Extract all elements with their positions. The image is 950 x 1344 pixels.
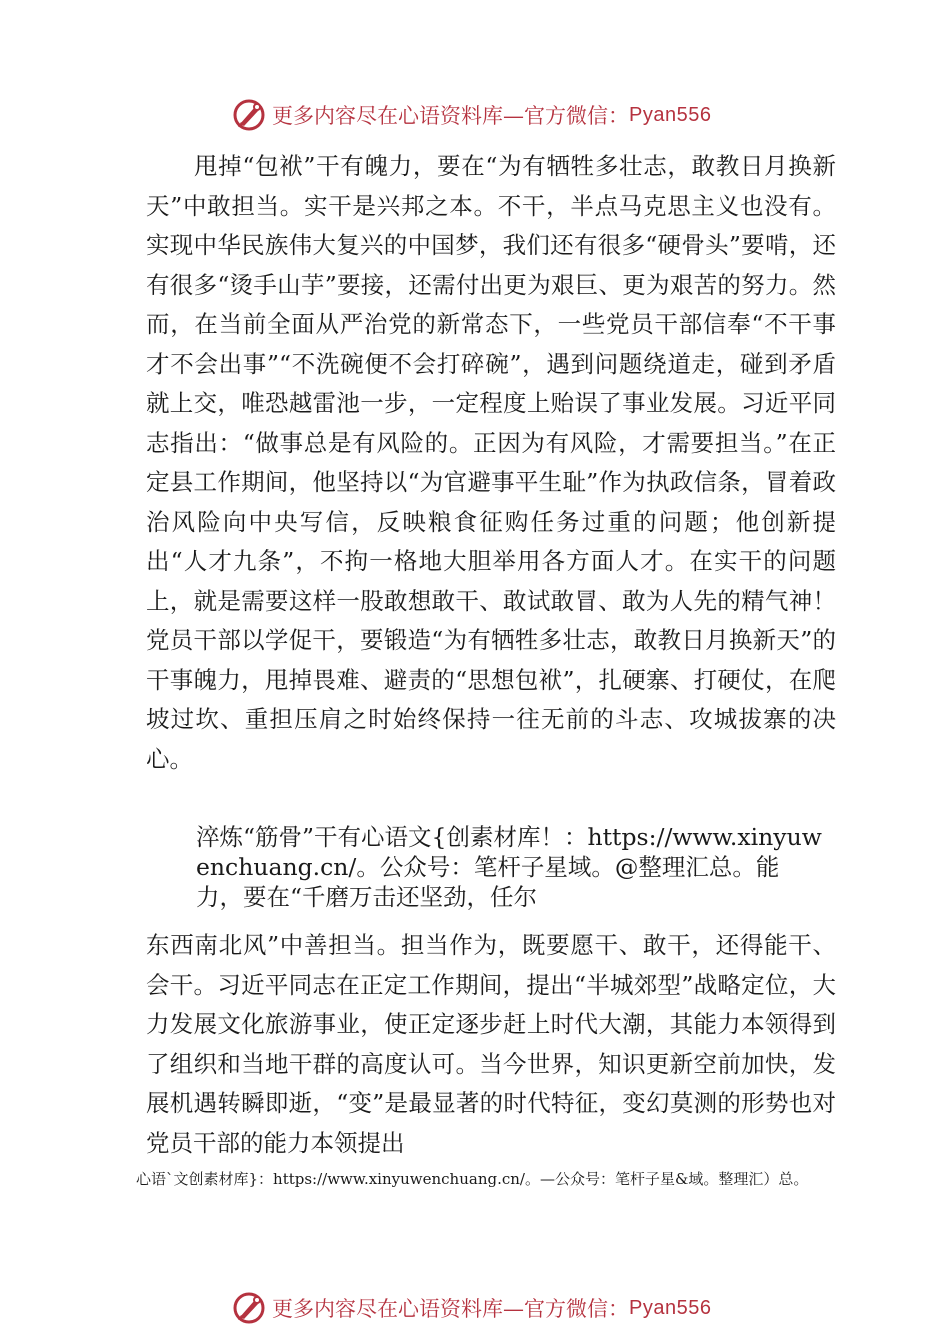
- footnote: 心语`文创素材库}：https://www.xinyuwenchuang.cn/。—公众号：笔杆子星&域。整理汇）总。: [136, 1170, 809, 1188]
- header-banner-text: 更多内容尽在心语资料库—官方微信：: [272, 104, 629, 128]
- pen-circle-logo-icon: [232, 1291, 266, 1325]
- header-banner-id: Pyan556: [629, 103, 712, 126]
- paragraph-3: 东西南北风”中善担当。担当作为，既要愿干、敢干，还得能干、会干。习近平同志在正定工作期间，提出“半城郊型”战略定位，大力发展文化旅游事业，使正定逐步赶上时代大潮，其能力本领得到了组织和当地干群的高度认可。当今世界，知识更新空前加快，发展机遇转瞬即逝，“变”是最显著的时代特征，变幻莫测的形势也对党员干部的能力本领提出: [146, 931, 836, 1157]
- footer-banner-id: Pyan556: [629, 1296, 712, 1319]
- paragraph-2: 淬炼“筋骨”干有心语文{创素材库！：https://www.xinyuwenchuang.cn/。公众号：笔杆子星域。@整理汇总。能力，要在“千磨万击还坚劲，任尔: [196, 823, 822, 911]
- paragraph-1: 甩掉“包袱”干有魄力，要在“为有牺牲多壮志，敢教日月换新天”中敢担当。实干是兴邦之本。不干，半点马克思主义也没有。实现中华民族伟大复兴的中国梦，我们还有很多“硬骨头”要啃，还有很多“烫手山芋”要接，还需付出更为艰巨、更为艰苦的努力。然而，在当前全面从严治党的新常态下，一些党员干部信奉“不干事才不会出事”“不洗碗便不会打碎碗”，遇到问题绕道走，碰到矛盾就上交，唯恐越雷池一步，一定程度上贻误了事业发展。习近平同志指出：“做事总是有风险的。正因为有风险，才需要担当。”在正定县工作期间，他坚持以“为官避事平生耻”作为执政信条，冒着政治风险向中央写信，反映粮食征购任务过重的问题；他创新提出“人才九条”，不拘一格地大胆举用各方面人才。在实干的问题上，就是需要这样一股敢想敢干、敢试敢冒、敢为人先的精气神！党员干部以学促干，要锻造“为有牺牲多壮志，敢教日月换新天”的干事魄力，甩掉畏难、避责的“思想包袱”，扎硬寨、打硬仗，在爬坡过坎、重担压肩之时始终保持一往无前的斗志、攻城拔寨的决心。: [146, 152, 836, 773]
- footer-banner-text: 更多内容尽在心语资料库—官方微信：: [272, 1297, 629, 1321]
- footer-banner: [232, 1288, 711, 1328]
- pen-circle-logo-icon: [232, 98, 266, 132]
- header-banner: [232, 95, 711, 135]
